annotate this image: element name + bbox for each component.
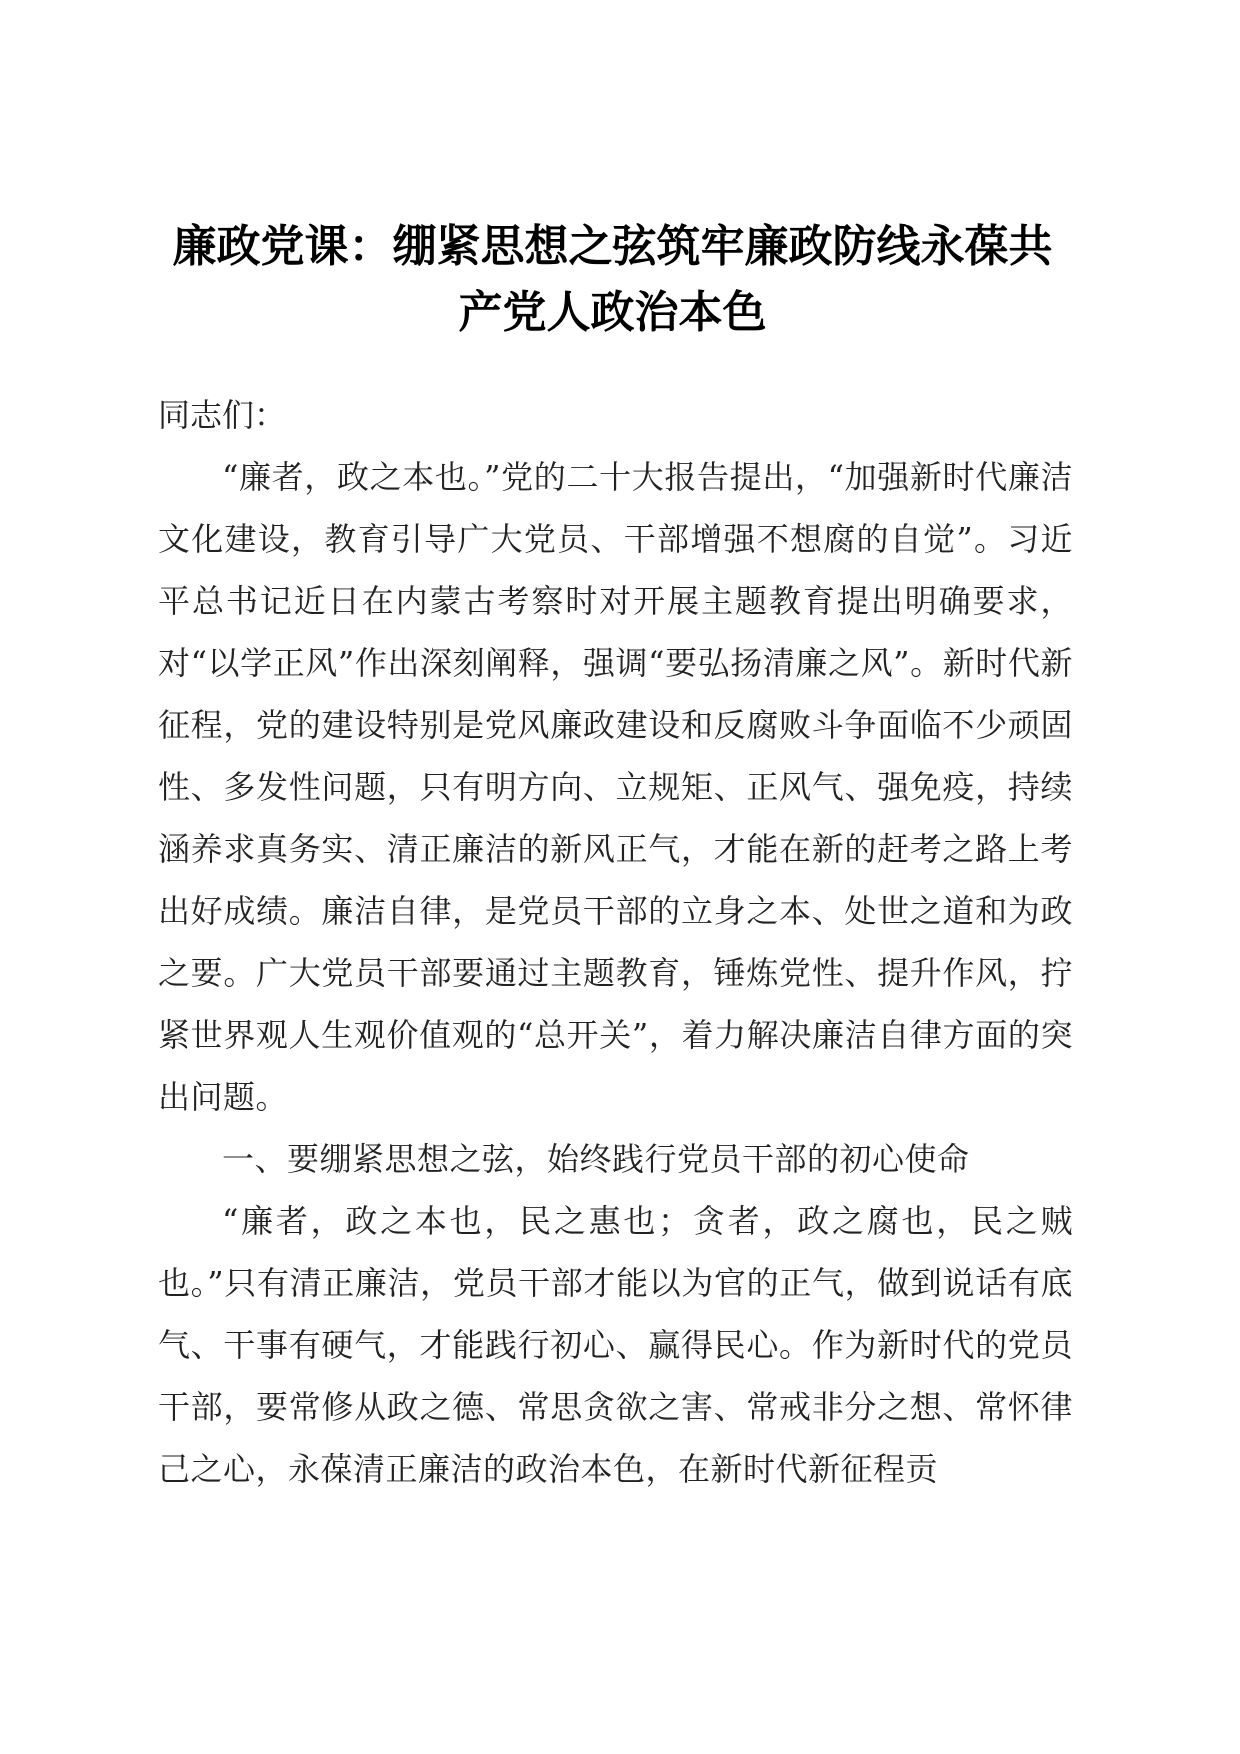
title-line-2: 产党人政治本色 [458,287,767,338]
paragraph-section-1: “廉者，政之本也，民之惠也；贪者，政之腐也，民之贼也。”只有清正廉洁，党员干部才能以为官的正气，做到说话有底气、干事有硬气，才能践行初心、赢得民心。作为新时代的党员干部，要常修从政之德、常思贪欲之害、常戒非分之想、常怀律己之心，永葆清正廉洁的政治本色，在新时代新征程贡 [158,1202,1073,1488]
document-body [158,384,1073,1500]
greeting: 同志们： [158,396,287,434]
paragraph-intro: “廉者，政之本也。”党的二十大报告提出，“加强新时代廉洁文化建设，教育引导广大党员、干部增强不想腐的自觉”。习近平总书记近日在内蒙古考察时对开展主题教育提出明确要求，对“以学正风”作出深刻阐释，强调“要弘扬清廉之风”。新时代新征程，党的建设特别是党风廉政建设和反腐败斗争面临不少顽固性、多发性问题，只有明方向、立规矩、正风气、强免疫，持续涵养求真务实、清正廉洁的新风正气，才能在新的赶考之路上考出好成绩。廉洁自律，是党员干部的立身之本、处世之道和为政之要。广大党员干部要通过主题教育，锤炼党性、提升作风，拧紧世界观人生观价值观的“总开关”，着力解决廉洁自律方面的突出问题。 [158,458,1073,1116]
document-title [150,214,1075,346]
section-heading-1: 一、要绷紧思想之弦，始终践行党员干部的初心使命 [222,1140,970,1178]
title-line-1: 廉政党课：绷紧思想之弦筑牢廉政防线永葆共 [172,221,1053,272]
